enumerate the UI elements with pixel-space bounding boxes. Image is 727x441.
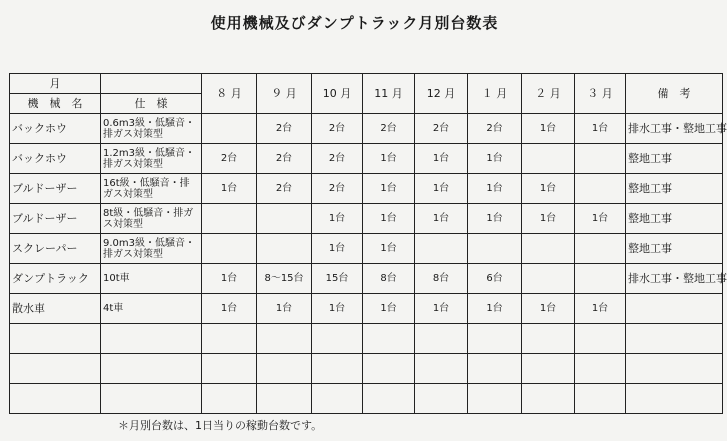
month-count-cell: [522, 264, 575, 294]
month-count-cell: 15台: [312, 264, 363, 294]
header-machine: 機 械 名: [10, 94, 101, 114]
note-cell: 整地工事: [626, 234, 723, 264]
spec-cell: 4t車: [101, 294, 202, 324]
month-count-cell: [468, 354, 522, 384]
header-month: ２ 月: [522, 74, 575, 114]
month-count-cell: 1台: [202, 264, 257, 294]
header-month: １ 月: [468, 74, 522, 114]
month-count-cell: 1台: [312, 204, 363, 234]
header-spec-blank: [101, 74, 202, 94]
month-count-cell: [202, 234, 257, 264]
month-count-cell: [468, 234, 522, 264]
machine-name-cell: ブルドーザー: [10, 204, 101, 234]
month-count-cell: [415, 354, 468, 384]
month-count-cell: [522, 324, 575, 354]
month-count-cell: 2台: [363, 114, 415, 144]
month-count-cell: 1台: [522, 174, 575, 204]
month-count-cell: [522, 144, 575, 174]
note-cell: 排水工事・整地工事: [626, 114, 723, 144]
month-count-cell: 2台: [312, 174, 363, 204]
month-count-cell: [575, 354, 626, 384]
machine-name-cell: ブルドーザー: [10, 174, 101, 204]
month-count-cell: [257, 204, 312, 234]
note-cell: 整地工事: [626, 174, 723, 204]
spec-cell: [101, 324, 202, 354]
month-count-cell: [522, 354, 575, 384]
month-count-cell: 1台: [415, 204, 468, 234]
machine-name-cell: バックホウ: [10, 144, 101, 174]
month-count-cell: [312, 384, 363, 414]
month-count-cell: [363, 324, 415, 354]
month-count-cell: [468, 384, 522, 414]
month-count-cell: [575, 144, 626, 174]
spec-cell: 1.2m3級・低騒音・排ガス対策型: [101, 144, 202, 174]
month-count-cell: 1台: [312, 234, 363, 264]
month-count-cell: 1台: [468, 174, 522, 204]
month-count-cell: 2台: [257, 174, 312, 204]
month-count-cell: 1台: [363, 294, 415, 324]
spec-cell: 16t級・低騒音・排ガス対策型: [101, 174, 202, 204]
month-count-cell: [363, 354, 415, 384]
table-row: [10, 354, 723, 384]
header-row-months: [10, 74, 723, 94]
spec-cell: 8t級・低騒音・排ガス対策型: [101, 204, 202, 234]
month-count-cell: 2台: [312, 144, 363, 174]
month-count-cell: 1台: [468, 294, 522, 324]
month-count-cell: [257, 234, 312, 264]
table-row: [10, 324, 723, 354]
month-count-cell: 2台: [415, 114, 468, 144]
machine-name-cell: [10, 324, 101, 354]
table-row: [10, 294, 723, 324]
month-count-cell: [257, 354, 312, 384]
note-cell: 整地工事: [626, 144, 723, 174]
note-cell: 排水工事・整地工事: [626, 264, 723, 294]
header-month: ９ 月: [257, 74, 312, 114]
machine-name-cell: ダンプトラック: [10, 264, 101, 294]
month-count-cell: 1台: [312, 294, 363, 324]
month-count-cell: 6台: [468, 264, 522, 294]
table-row: [10, 384, 723, 414]
machine-name-cell: スクレーパー: [10, 234, 101, 264]
month-count-cell: [575, 264, 626, 294]
month-count-cell: [575, 174, 626, 204]
month-count-cell: [202, 384, 257, 414]
spec-cell: 10t車: [101, 264, 202, 294]
month-count-cell: [257, 324, 312, 354]
document-title: 使用機械及びダンプトラック月別台数表: [210, 14, 499, 32]
month-count-cell: [257, 384, 312, 414]
table-row: [10, 144, 723, 174]
month-count-cell: 1台: [363, 144, 415, 174]
month-count-cell: 1台: [575, 294, 626, 324]
header-month: ３ 月: [575, 74, 626, 114]
header-month: ８ 月: [202, 74, 257, 114]
table-row: [10, 114, 723, 144]
month-count-cell: 2台: [468, 114, 522, 144]
month-count-cell: 1台: [363, 234, 415, 264]
month-count-cell: 1台: [415, 294, 468, 324]
spec-cell: 9.0m3級・低騒音・排ガス対策型: [101, 234, 202, 264]
month-count-cell: [575, 384, 626, 414]
header-spec: 仕 様: [101, 94, 202, 114]
spec-cell: 0.6m3級・低騒音・排ガス対策型: [101, 114, 202, 144]
month-count-cell: 1台: [415, 174, 468, 204]
note-cell: [626, 384, 723, 414]
table-row: [10, 174, 723, 204]
month-count-cell: [363, 384, 415, 414]
month-count-cell: 1台: [202, 174, 257, 204]
note-cell: [626, 324, 723, 354]
month-count-cell: 1台: [202, 294, 257, 324]
month-count-cell: [202, 204, 257, 234]
month-count-cell: 1台: [522, 294, 575, 324]
month-count-cell: 2台: [312, 114, 363, 144]
machine-name-cell: [10, 354, 101, 384]
spec-cell: [101, 354, 202, 384]
month-count-cell: [468, 324, 522, 354]
note-cell: [626, 294, 723, 324]
month-count-cell: 1台: [257, 294, 312, 324]
header-month: 10 月: [312, 74, 363, 114]
month-count-cell: 1台: [363, 174, 415, 204]
note-cell: 整地工事: [626, 204, 723, 234]
month-count-cell: 1台: [363, 204, 415, 234]
month-count-cell: 2台: [257, 114, 312, 144]
footnote: ＊月別台数は、1日当りの稼動台数です。: [118, 419, 323, 432]
month-count-cell: [575, 324, 626, 354]
note-cell: [626, 354, 723, 384]
month-count-cell: [415, 384, 468, 414]
month-count-cell: 8台: [363, 264, 415, 294]
month-count-cell: 8～15台: [257, 264, 312, 294]
machine-name-cell: バックホウ: [10, 114, 101, 144]
month-count-cell: [312, 354, 363, 384]
month-count-cell: 1台: [575, 204, 626, 234]
spec-cell: [101, 384, 202, 414]
month-count-cell: [575, 234, 626, 264]
machine-name-cell: 散水車: [10, 294, 101, 324]
month-count-cell: [202, 354, 257, 384]
header-note: 備 考: [626, 74, 723, 114]
month-count-cell: 8台: [415, 264, 468, 294]
month-count-cell: [415, 324, 468, 354]
month-count-cell: [312, 324, 363, 354]
month-count-cell: 1台: [522, 114, 575, 144]
table-row: [10, 204, 723, 234]
header-month: 11 月: [363, 74, 415, 114]
month-count-cell: 2台: [202, 144, 257, 174]
month-count-cell: 1台: [415, 144, 468, 174]
header-tsuki: 月: [10, 74, 101, 94]
month-count-cell: [202, 324, 257, 354]
month-count-cell: 1台: [468, 204, 522, 234]
month-count-cell: [522, 234, 575, 264]
month-count-cell: [522, 384, 575, 414]
month-count-cell: 2台: [257, 144, 312, 174]
month-count-cell: [415, 234, 468, 264]
table-row: [10, 264, 723, 294]
header-month: 12 月: [415, 74, 468, 114]
month-count-cell: 1台: [522, 204, 575, 234]
month-count-cell: 1台: [575, 114, 626, 144]
machine-name-cell: [10, 384, 101, 414]
month-count-cell: [202, 114, 257, 144]
monthly-equipment-table: [9, 73, 727, 414]
month-count-cell: 1台: [468, 144, 522, 174]
table-row: [10, 234, 723, 264]
